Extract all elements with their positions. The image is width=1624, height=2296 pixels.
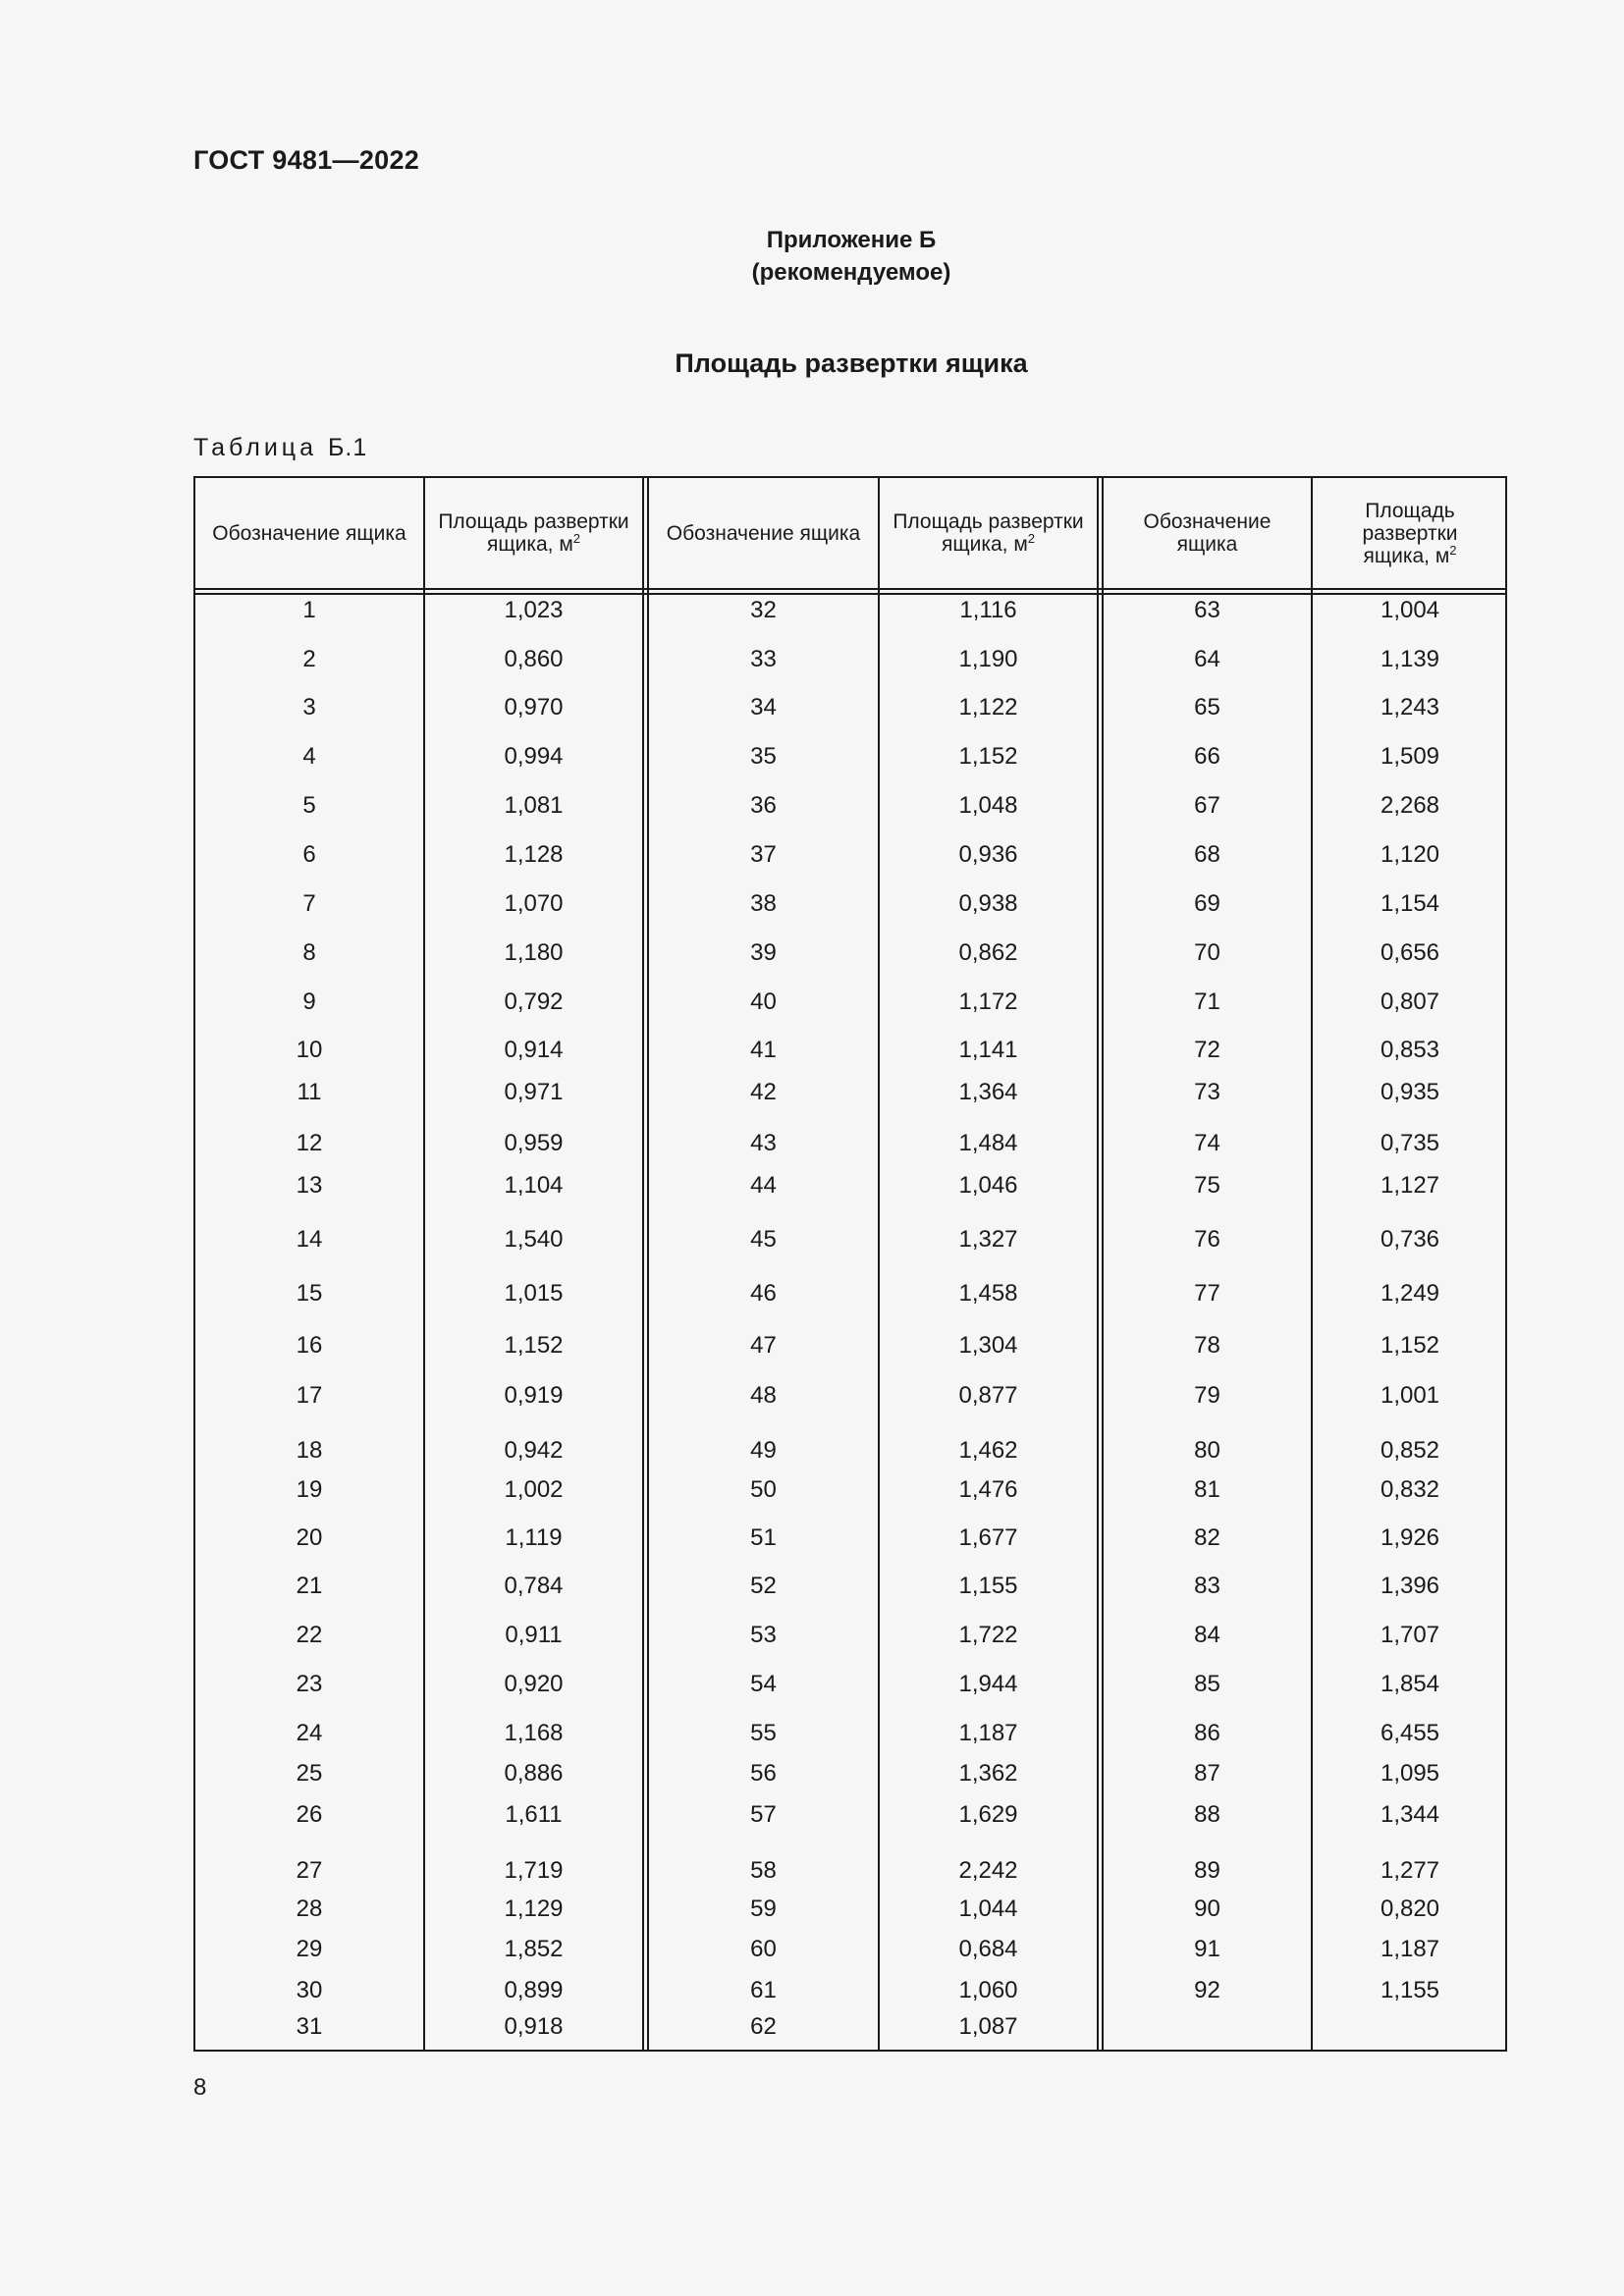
area-cell: 6,455 [1380,1720,1440,1746]
designation-cell: 60 [750,1936,777,1962]
designation-cell: 90 [1194,1896,1220,1922]
designation-cell: 57 [750,1801,777,1828]
designation-cell: 39 [750,939,777,966]
designation-cell: 10 [296,1037,323,1063]
designation-cell: 29 [296,1936,323,1962]
area-cell: 0,911 [505,1622,563,1648]
area-cell: 0,735 [1380,1130,1440,1156]
area-cell: 0,853 [1380,1037,1440,1063]
designation-cell: 11 [297,1079,322,1105]
designation-cell: 38 [750,890,777,917]
area-cell: 1,001 [1380,1382,1440,1409]
area-cell: 0,914 [504,1037,564,1063]
area-cell: 1,023 [504,597,564,623]
designation-cell: 45 [750,1226,777,1253]
appendix-heading [0,224,1624,289]
designation-cell: 16 [296,1332,323,1359]
page-number: 8 [193,2074,207,2101]
area-cell: 1,168 [504,1720,564,1746]
appendix-title: Приложение Б [766,227,937,253]
area-cell: 1,462 [958,1437,1018,1464]
area-cell: 1,152 [504,1332,564,1359]
designation-cell: 4 [302,743,316,770]
area-cell: 0,877 [958,1382,1018,1409]
designation-cell: 20 [296,1524,323,1551]
designation-cell: 86 [1194,1720,1220,1746]
area-cell: 1,344 [1380,1801,1440,1828]
header-designation-2: Обозначение ящика [666,521,861,545]
area-cell: 0,860 [504,646,564,672]
designation-cell: 25 [296,1760,323,1787]
area-cell: 1,396 [1380,1573,1440,1599]
designation-cell: 74 [1194,1130,1220,1156]
area-cell: 0,684 [958,1936,1018,1962]
area-cell: 1,128 [504,841,564,868]
area-cell: 0,807 [1380,988,1440,1015]
area-cell: 1,172 [958,988,1018,1015]
designation-cell: 40 [750,988,777,1015]
designation-cell: 72 [1194,1037,1220,1063]
designation-cell: 73 [1194,1079,1220,1105]
designation-cell: 35 [750,743,777,770]
area-cell: 2,268 [1380,792,1440,819]
area-cell: 0,920 [504,1671,564,1697]
designation-cell: 52 [750,1573,777,1599]
designation-cell: 63 [1194,597,1220,623]
block-divider-double [1097,478,1104,2050]
designation-column-3 [1104,478,1311,2050]
area-cell: 1,304 [958,1332,1018,1359]
designation-cell: 21 [296,1573,323,1599]
area-cell: 1,152 [958,743,1018,770]
designation-cell: 53 [750,1622,777,1648]
designation-cell: 33 [750,646,777,672]
designation-cell: 65 [1194,694,1220,721]
area-cell: 1,722 [958,1622,1018,1648]
designation-cell: 51 [750,1524,777,1551]
designation-cell: 47 [750,1332,777,1359]
designation-cell: 70 [1194,939,1220,966]
designation-column-2 [649,478,878,2050]
designation-cell: 61 [750,1977,777,2003]
area-cell: 1,180 [504,939,564,966]
designation-cell: 28 [296,1896,323,1922]
area-cell: 1,116 [959,597,1017,623]
area-cell: 1,611 [505,1801,563,1828]
designation-cell: 58 [750,1857,777,1884]
area-cell: 1,129 [504,1896,564,1922]
designation-cell: 23 [296,1671,323,1697]
appendix-note: (рекомендуемое) [751,259,951,286]
area-cell: 1,141 [958,1037,1018,1063]
area-cell: 1,707 [1380,1622,1440,1648]
area-column-1 [425,478,642,2050]
designation-cell: 13 [296,1172,323,1199]
designation-cell: 46 [750,1280,777,1307]
designation-cell: 15 [296,1280,323,1307]
designation-cell: 6 [302,841,316,868]
designation-cell: 44 [750,1172,777,1199]
designation-cell: 24 [296,1720,323,1746]
area-cell: 1,458 [958,1280,1018,1307]
area-cell: 0,971 [504,1079,564,1105]
designation-cell: 2 [302,646,316,672]
designation-cell: 87 [1194,1760,1220,1787]
designation-cell: 32 [750,597,777,623]
area-cell: 2,242 [958,1857,1018,1884]
block-divider-double [642,478,649,2050]
area-column-2 [880,478,1097,2050]
area-cell: 1,155 [958,1573,1018,1599]
area-cell: 1,509 [1380,743,1440,770]
designation-cell: 71 [1194,988,1220,1015]
area-cell: 0,886 [504,1760,564,1787]
designation-cell: 76 [1194,1226,1220,1253]
standard-code: ГОСТ 9481—2022 [193,145,420,175]
table-caption-number: Б.1 [327,434,368,461]
designation-cell: 56 [750,1760,777,1787]
area-cell: 0,820 [1380,1896,1440,1922]
area-cell: 1,187 [958,1720,1018,1746]
designation-cell: 92 [1194,1977,1220,2003]
header-area-1: Площадь развертки ящика, $м^2$ [438,510,629,556]
area-cell: 1,002 [504,1476,564,1503]
designation-cell: 19 [296,1476,323,1503]
area-cell: 1,852 [504,1936,564,1962]
designation-cell: 42 [750,1079,777,1105]
designation-cell: 66 [1194,743,1220,770]
area-cell: 1,070 [504,890,564,917]
area-cell: 1,187 [1380,1936,1440,1962]
designation-cell: 75 [1194,1172,1220,1199]
area-cell: 0,852 [1380,1437,1440,1464]
designation-cell: 30 [296,1977,323,2003]
area-cell: 0,862 [958,939,1018,966]
area-cell: 1,122 [958,694,1018,721]
area-cell: 1,629 [958,1801,1018,1828]
designation-cell: 89 [1194,1857,1220,1884]
designation-cell: 68 [1194,841,1220,868]
area-cell: 1,154 [1380,890,1440,917]
area-cell: 1,139 [1380,646,1440,672]
designation-cell: 34 [750,694,777,721]
designation-cell: 88 [1194,1801,1220,1828]
area-cell: 0,656 [1380,939,1440,966]
designation-cell: 85 [1194,1671,1220,1697]
designation-cell: 12 [296,1130,323,1156]
area-cell: 0,935 [1380,1079,1440,1105]
area-cell: 1,249 [1380,1280,1440,1307]
designation-cell: 83 [1194,1573,1220,1599]
area-cell: 1,095 [1380,1760,1440,1787]
designation-cell: 82 [1194,1524,1220,1551]
designation-cell: 1 [302,597,316,623]
designation-column-1 [195,478,423,2050]
designation-cell: 81 [1194,1476,1220,1503]
designation-cell: 54 [750,1671,777,1697]
section-title: Площадь развертки ящика [675,348,1028,378]
area-cell: 1,364 [958,1079,1018,1105]
area-cell: 0,919 [504,1382,564,1409]
designation-cell: 3 [302,694,316,721]
designation-cell: 26 [296,1801,323,1828]
designation-cell: 41 [750,1037,777,1063]
box-area-table [193,476,1507,2052]
area-cell: 1,677 [958,1524,1018,1551]
area-cell: 1,155 [1380,1977,1440,2003]
area-cell: 0,784 [504,1573,564,1599]
area-cell: 1,327 [958,1226,1018,1253]
designation-cell: 77 [1194,1280,1220,1307]
designation-cell: 8 [302,939,316,966]
area-cell: 1,944 [958,1671,1018,1697]
header-area-3: Площадь развертки ящика, $м^2$ [1362,499,1458,567]
area-column-3 [1313,478,1507,2050]
designation-cell: 48 [750,1382,777,1409]
designation-cell: 67 [1194,792,1220,819]
area-cell: 1,087 [958,2013,1018,2040]
designation-cell: 17 [296,1382,323,1409]
designation-cell: 79 [1194,1382,1220,1409]
area-cell: 1,719 [504,1857,564,1884]
designation-cell: 36 [750,792,777,819]
designation-cell: 27 [296,1857,323,1884]
designation-cell: 9 [302,988,316,1015]
designation-cell: 31 [296,2013,323,2040]
designation-cell: 7 [302,890,316,917]
designation-cell: 59 [750,1896,777,1922]
designation-cell: 84 [1194,1622,1220,1648]
area-cell: 0,994 [504,743,564,770]
area-cell: 1,004 [1380,597,1440,623]
header-area-2: Площадь развертки ящика, $м^2$ [893,510,1084,556]
designation-cell: 37 [750,841,777,868]
area-cell: 0,918 [504,2013,564,2040]
area-cell: 1,048 [958,792,1018,819]
table-caption [193,434,367,462]
area-cell: 1,362 [958,1760,1018,1787]
area-cell: 1,190 [958,646,1018,672]
area-cell: 0,899 [504,1977,564,2003]
area-cell: 1,046 [958,1172,1018,1199]
area-cell: 0,832 [1380,1476,1440,1503]
designation-cell: 55 [750,1720,777,1746]
area-cell: 1,127 [1380,1172,1440,1199]
area-cell: 1,044 [958,1896,1018,1922]
area-cell: 1,081 [504,792,564,819]
designation-cell: 50 [750,1476,777,1503]
area-cell: 1,540 [504,1226,564,1253]
table-caption-label: Таблица [193,434,318,461]
header-designation-1: Обозначение ящика [212,521,406,545]
header-designation-3: Обозначение ящика [1143,510,1272,556]
designation-cell: 14 [296,1226,323,1253]
designation-cell: 78 [1194,1332,1220,1359]
area-cell: 0,959 [504,1130,564,1156]
area-cell: 0,736 [1380,1226,1440,1253]
area-cell: 1,476 [958,1476,1018,1503]
area-cell: 1,854 [1380,1671,1440,1697]
designation-cell: 22 [296,1622,323,1648]
area-cell: 1,484 [958,1130,1018,1156]
designation-cell: 43 [750,1130,777,1156]
area-cell: 0,936 [958,841,1018,868]
area-cell: 0,792 [504,988,564,1015]
designation-cell: 5 [302,792,316,819]
designation-cell: 69 [1194,890,1220,917]
area-cell: 1,926 [1380,1524,1440,1551]
area-cell: 1,119 [505,1524,563,1551]
designation-cell: 91 [1194,1936,1220,1962]
area-cell: 0,970 [504,694,564,721]
designation-cell: 62 [750,2013,777,2040]
area-cell: 0,942 [504,1437,564,1464]
designation-cell: 64 [1194,646,1220,672]
designation-cell: 80 [1194,1437,1220,1464]
area-cell: 0,938 [958,890,1018,917]
area-cell: 1,015 [504,1280,564,1307]
area-cell: 1,152 [1380,1332,1440,1359]
area-cell: 1,120 [1380,841,1440,868]
designation-cell: 49 [750,1437,777,1464]
area-cell: 1,277 [1380,1857,1440,1884]
area-cell: 1,060 [958,1977,1018,2003]
area-cell: 1,243 [1380,694,1440,721]
designation-cell: 18 [296,1437,323,1464]
area-cell: 1,104 [504,1172,564,1199]
